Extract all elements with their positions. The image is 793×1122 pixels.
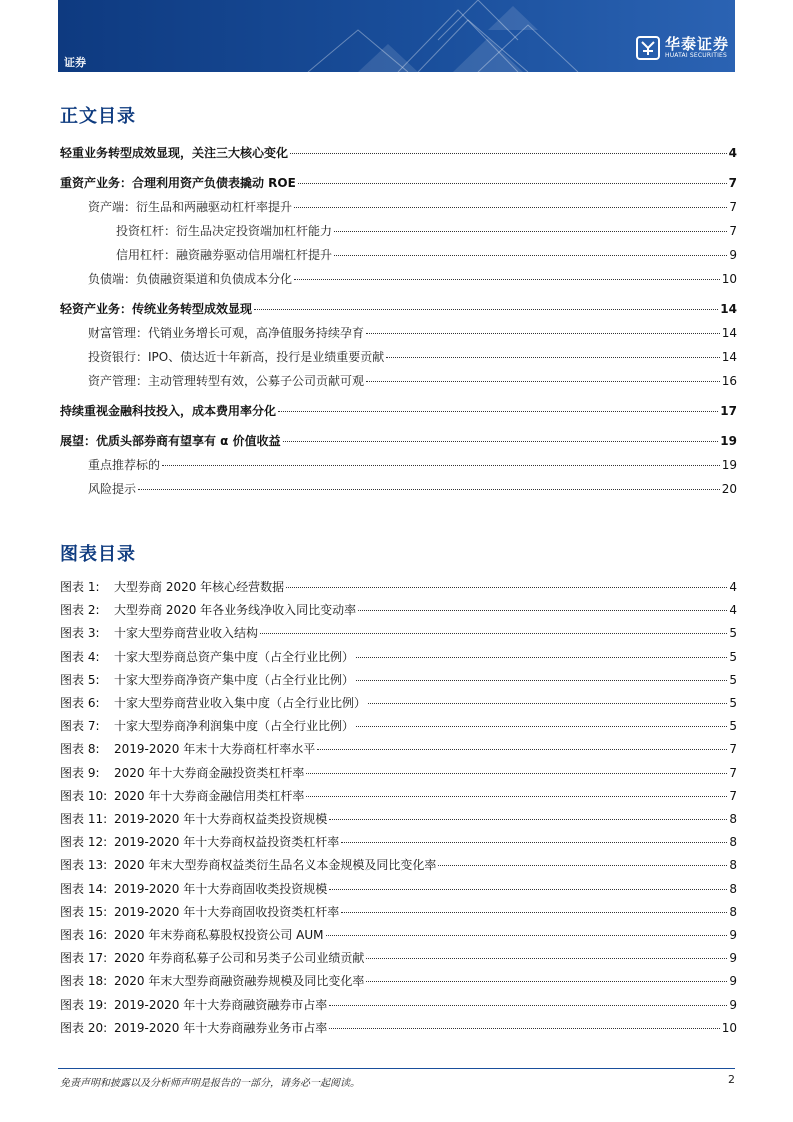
figure-entry[interactable] — [60, 602, 737, 618]
toc-entry-text: 资产管理：主动管理转型有效，公募子公司贡献可观 — [88, 374, 365, 388]
report-category: 证券 — [64, 56, 86, 69]
figure-entry[interactable] — [60, 788, 737, 804]
dot-leader — [306, 796, 727, 797]
figure-label: 图表 5: — [60, 672, 100, 687]
figure-entry[interactable] — [60, 695, 737, 711]
toc-entry[interactable] — [60, 349, 737, 365]
dot-leader — [290, 153, 727, 154]
toc-entry[interactable] — [60, 433, 737, 449]
figure-label: 图表 19: — [60, 997, 108, 1012]
dot-leader — [326, 935, 728, 936]
toc-entry-page: 19 — [720, 434, 737, 448]
dot-leader — [334, 231, 727, 232]
toc-entry-text: 投资银行：IPO、债达近十年新高，投行是业绩重要贡献 — [88, 350, 385, 364]
toc-entry-text: 投资杠杆：衍生品决定投资端加杠杆能力 — [116, 224, 333, 238]
figure-label: 图表 8: — [60, 742, 100, 757]
toc-title: 正文目录 — [60, 106, 136, 127]
figure-title: 2019-2020 年十大券商固收类投资规模 — [114, 881, 328, 896]
toc-entry[interactable] — [60, 403, 737, 419]
toc-entry-text: 轻重业务转型成效显现，关注三大核心变化 — [60, 146, 289, 160]
figure-page: 10 — [721, 1020, 737, 1035]
toc-entry[interactable] — [60, 325, 737, 341]
figure-page: 8 — [729, 835, 737, 850]
footer-divider — [58, 1068, 735, 1069]
toc-entry-page: 14 — [721, 350, 737, 364]
figure-label: 图表 16: — [60, 928, 108, 942]
figure-page: 8 — [729, 904, 737, 919]
figure-page: 8 — [729, 881, 737, 896]
dot-leader — [317, 749, 727, 750]
figure-page: 5 — [729, 649, 737, 664]
dot-leader — [329, 1005, 727, 1006]
figure-entry[interactable] — [60, 649, 737, 665]
figure-label: 图表 4: — [60, 649, 100, 664]
dot-leader — [329, 1028, 719, 1029]
figure-page: 9 — [729, 997, 737, 1012]
dot-leader — [329, 889, 727, 890]
figure-entry[interactable] — [60, 1020, 737, 1036]
toc-entry-page: 7 — [728, 176, 737, 190]
dot-leader — [334, 255, 727, 256]
figure-label: 图表 20: — [60, 1020, 108, 1035]
figure-title: 2019-2020 年十大券商固收投资类杠杆率 — [114, 904, 340, 919]
figure-title: 2020 年十大券商金融信用类杠杆率 — [114, 788, 305, 803]
toc-entry-page: 17 — [720, 404, 737, 418]
figure-page: 4 — [729, 603, 737, 618]
huatai-logo — [636, 36, 729, 60]
dot-leader — [254, 309, 718, 310]
dot-leader — [298, 183, 727, 184]
figure-entry[interactable] — [60, 718, 737, 734]
figure-label: 图表 12: — [60, 835, 108, 850]
figure-page: 9 — [729, 951, 737, 966]
figure-entry[interactable] — [60, 904, 737, 920]
figure-page: 5 — [729, 626, 737, 641]
figure-label: 图表 13: — [60, 858, 108, 873]
toc-entry[interactable] — [60, 247, 737, 263]
toc-entry-text: 信用杠杆：融资融券驱动信用端杠杆提升 — [116, 248, 333, 262]
figure-page: 5 — [729, 672, 737, 687]
toc-entry-page: 4 — [728, 146, 737, 160]
logo-english: HUATAI SECURITIES — [664, 52, 728, 59]
toc-entry[interactable] — [60, 271, 737, 287]
figure-label: 图表 14: — [60, 881, 108, 896]
dot-leader — [358, 610, 727, 611]
figure-title: 十家大型券商净资产集中度（占全行业比例） — [114, 672, 355, 687]
toc-entry-text: 风险提示 — [88, 482, 137, 496]
dot-leader — [294, 207, 727, 208]
figure-title: 2020 年末券商私募股权投资公司 AUM — [114, 928, 324, 942]
toc-entry-text: 财富管理：代销业务增长可观，高净值服务持续孕育 — [88, 326, 365, 340]
figure-page: 9 — [729, 974, 737, 989]
figure-label: 图表 6: — [60, 696, 100, 710]
dot-leader — [162, 465, 720, 466]
logo-chinese: 华泰证券 — [664, 35, 729, 53]
dot-leader — [386, 357, 719, 358]
figure-title: 2019-2020 年末十大券商杠杆率水平 — [114, 742, 316, 757]
figure-page: 4 — [729, 580, 737, 594]
toc-entry[interactable] — [60, 301, 737, 317]
toc-entry-text: 重点推荐标的 — [88, 458, 161, 472]
figure-title: 2019-2020 年十大券商融资融券市占率 — [114, 997, 328, 1012]
figure-page: 5 — [729, 696, 737, 710]
figure-label: 图表 18: — [60, 974, 108, 989]
toc-entry[interactable] — [60, 175, 737, 191]
dot-leader — [356, 657, 727, 658]
figure-title: 2020 年末大型券商权益类衍生品名义本金规模及同比变化率 — [114, 858, 437, 873]
toc-entry-page: 14 — [721, 326, 737, 340]
toc-entry-text: 持续重视金融科技投入，成本费用率分化 — [60, 404, 277, 418]
figure-entry[interactable] — [60, 973, 737, 989]
figure-page: 8 — [729, 858, 737, 873]
figure-title: 2019-2020 年十大券商融券业务市占率 — [114, 1020, 328, 1035]
toc-entry-page: 14 — [720, 302, 737, 316]
dot-leader — [306, 773, 727, 774]
page-number: 2 — [728, 1073, 735, 1086]
figure-entry[interactable] — [60, 579, 737, 595]
toc-entry-page: 7 — [729, 200, 737, 214]
header-band — [58, 0, 735, 72]
toc-entry-text: 负债端：负债融资渠道和负债成本分化 — [88, 272, 293, 286]
figure-title: 十家大型券商营业收入集中度（占全行业比例） — [114, 696, 367, 710]
figure-entry[interactable] — [60, 741, 737, 757]
figure-page: 9 — [729, 928, 737, 942]
dot-leader — [329, 819, 727, 820]
toc-entry[interactable] — [60, 457, 737, 473]
figure-title: 2019-2020 年十大券商权益投资类杠杆率 — [114, 835, 340, 850]
figure-title: 十家大型券商营业收入结构 — [114, 626, 259, 641]
figure-entry[interactable] — [60, 927, 737, 943]
figure-label: 图表 9: — [60, 765, 100, 780]
dot-leader — [341, 842, 727, 843]
toc-entry-page: 20 — [721, 482, 737, 496]
dot-leader — [283, 441, 719, 442]
dot-leader — [286, 587, 727, 588]
figure-entry[interactable] — [60, 950, 737, 966]
figure-label: 图表 7: — [60, 719, 100, 734]
toc-entry[interactable] — [60, 145, 737, 161]
footer-disclaimer: 免责声明和披露以及分析师声明是报告的一部分，请务必一起阅读。 — [60, 1078, 360, 1089]
dot-leader — [356, 680, 727, 681]
dot-leader — [366, 981, 727, 982]
figure-label: 图表 3: — [60, 626, 100, 641]
toc-entry-text: 轻资产业务：传统业务转型成效显现 — [60, 302, 253, 316]
dot-leader — [356, 726, 727, 727]
figure-entry[interactable] — [60, 672, 737, 688]
figure-page: 7 — [729, 765, 737, 780]
toc-entry[interactable] — [60, 373, 737, 389]
figure-label: 图表 1: — [60, 580, 100, 594]
toc-entry[interactable] — [60, 223, 737, 239]
dot-leader — [341, 912, 727, 913]
figure-entry[interactable] — [60, 881, 737, 897]
figures-title: 图表目录 — [60, 544, 136, 565]
figure-label: 图表 10: — [60, 788, 108, 803]
figure-entry[interactable] — [60, 997, 737, 1013]
huatai-logo-icon — [636, 36, 660, 60]
figure-page: 5 — [729, 719, 737, 734]
toc-entry-text: 重资产业务：合理利用资产负债表撬动 ROE — [60, 176, 296, 190]
figure-entry[interactable] — [60, 834, 737, 850]
header-decoration — [58, 0, 735, 72]
dot-leader — [438, 865, 727, 866]
figure-entry[interactable] — [60, 765, 737, 781]
dot-leader — [366, 958, 727, 959]
figure-page: 8 — [729, 812, 737, 826]
toc-entry-page: 19 — [721, 458, 737, 472]
figure-page: 7 — [729, 742, 737, 757]
figure-title: 2020 年十大券商金融投资类杠杆率 — [114, 765, 305, 780]
figure-title: 大型券商 2020 年各业务线净收入同比变动率 — [114, 603, 357, 618]
dot-leader — [278, 411, 718, 412]
toc-entry[interactable] — [60, 199, 737, 215]
toc-entry-text: 展望：优质头部券商有望享有 α 价值收益 — [60, 434, 281, 448]
figure-title: 2020 年券商私募子公司和另类子公司业绩贡献 — [114, 951, 365, 966]
toc-entry[interactable] — [60, 481, 737, 497]
figure-entry[interactable] — [60, 811, 737, 827]
dot-leader — [366, 381, 720, 382]
figure-label: 图表 15: — [60, 904, 108, 919]
toc-entry-page: 16 — [721, 374, 737, 388]
figure-label: 图表 2: — [60, 603, 100, 618]
dot-leader — [368, 703, 727, 704]
figure-title: 2019-2020 年十大券商权益类投资规模 — [114, 812, 328, 826]
figure-entry[interactable] — [60, 625, 737, 641]
figure-entry[interactable] — [60, 857, 737, 873]
dot-leader — [294, 279, 720, 280]
figure-title: 2020 年末大型券商融资融券规模及同比变化率 — [114, 974, 365, 989]
toc-entry-page: 9 — [729, 248, 737, 262]
toc-entry-text: 资产端：衍生品和两融驱动杠杆率提升 — [88, 200, 293, 214]
figure-label: 图表 17: — [60, 951, 108, 966]
dot-leader — [366, 333, 720, 334]
figure-title: 大型券商 2020 年核心经营数据 — [114, 580, 285, 594]
dot-leader — [138, 489, 720, 490]
figure-label: 图表 11: — [60, 812, 108, 826]
figure-title: 十家大型券商总资产集中度（占全行业比例） — [114, 649, 355, 664]
dot-leader — [260, 633, 727, 634]
toc-entry-page: 7 — [729, 224, 737, 238]
figure-page: 7 — [729, 788, 737, 803]
toc-entry-page: 10 — [721, 272, 737, 286]
figure-title: 十家大型券商净利润集中度（占全行业比例） — [114, 719, 355, 734]
